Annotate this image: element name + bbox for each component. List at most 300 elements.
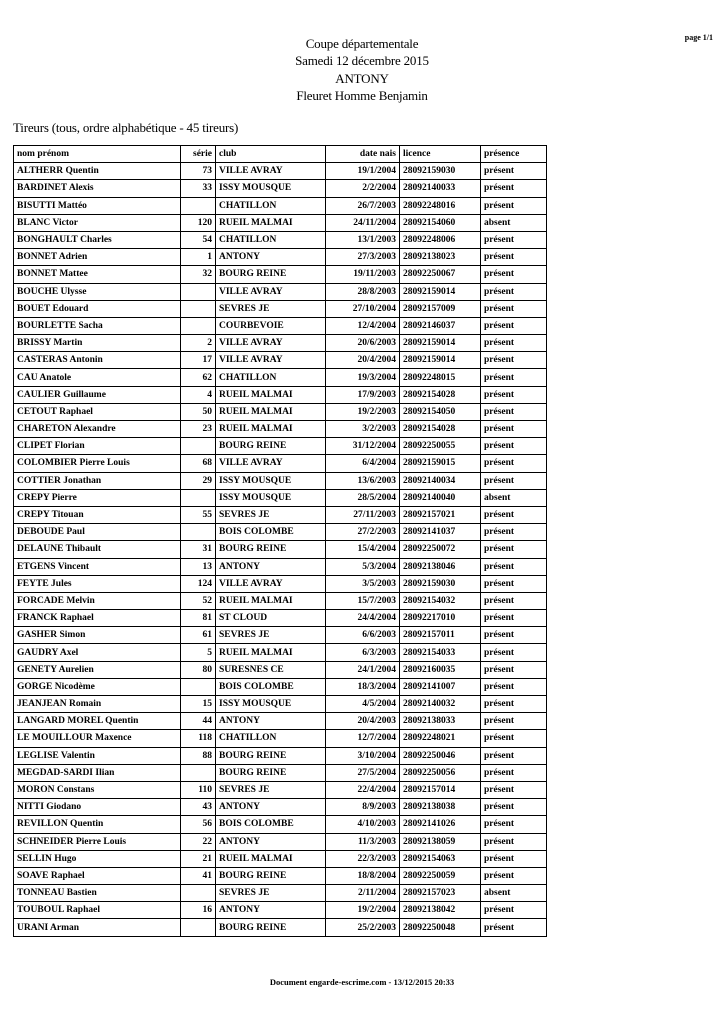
table-row — [14, 283, 547, 300]
cell-club: ST CLOUD — [216, 610, 326, 627]
competition-category: Fleuret Homme Benjamin — [296, 87, 428, 103]
cell-presence: présent — [481, 335, 547, 352]
table-row — [14, 214, 547, 231]
cell-licence: 28092138059 — [400, 833, 481, 850]
cell-serie: 15 — [181, 696, 216, 713]
cell-name: BISUTTI Mattéo — [14, 197, 181, 214]
cell-club: ISSY MOUSQUE — [216, 180, 326, 197]
cell-licence: 28092154028 — [400, 386, 481, 403]
cell-club: BOURG REINE — [216, 747, 326, 764]
cell-presence: présent — [481, 283, 547, 300]
cell-serie — [181, 764, 216, 781]
cell-serie — [181, 885, 216, 902]
cell-birthdate: 5/3/2004 — [326, 558, 400, 575]
cell-name: SELLIN Hugo — [14, 850, 181, 867]
cell-name: BOURLETTE Sacha — [14, 317, 181, 334]
cell-presence: présent — [481, 300, 547, 317]
cell-licence: 28092140032 — [400, 696, 481, 713]
table-row — [14, 231, 547, 248]
cell-serie: 23 — [181, 421, 216, 438]
cell-licence: 28092140033 — [400, 180, 481, 197]
cell-serie — [181, 197, 216, 214]
table-row — [14, 369, 547, 386]
cell-serie — [181, 678, 216, 695]
cell-name: LEGLISE Valentin — [14, 747, 181, 764]
cell-birthdate: 17/9/2003 — [326, 386, 400, 403]
cell-club: BOIS COLOMBE — [216, 524, 326, 541]
cell-serie: 16 — [181, 902, 216, 919]
cell-serie: 52 — [181, 592, 216, 609]
table-row — [14, 524, 547, 541]
cell-birthdate: 31/12/2004 — [326, 438, 400, 455]
cell-name: GAUDRY Axel — [14, 644, 181, 661]
table-row — [14, 300, 547, 317]
cell-name: FRANCK Raphael — [14, 610, 181, 627]
cell-birthdate: 27/11/2003 — [326, 506, 400, 523]
cell-licence: 28092138038 — [400, 799, 481, 816]
cell-birthdate: 4/10/2003 — [326, 816, 400, 833]
cell-name: TONNEAU Bastien — [14, 885, 181, 902]
cell-serie: 80 — [181, 661, 216, 678]
cell-presence: présent — [481, 747, 547, 764]
cell-name: CREPY Titouan — [14, 506, 181, 523]
cell-name: URANI Arman — [14, 919, 181, 936]
cell-club: ANTONY — [216, 713, 326, 730]
cell-presence: présent — [481, 421, 547, 438]
cell-name: SOAVE Raphael — [14, 867, 181, 884]
cell-club: BOURG REINE — [216, 764, 326, 781]
cell-birthdate: 15/7/2003 — [326, 592, 400, 609]
cell-name: CAULIER Guillaume — [14, 386, 181, 403]
cell-presence: présent — [481, 833, 547, 850]
cell-birthdate: 27/10/2004 — [326, 300, 400, 317]
cell-presence: présent — [481, 541, 547, 558]
cell-licence: 28092157014 — [400, 781, 481, 798]
cell-name: COTTIER Jonathan — [14, 472, 181, 489]
table-row — [14, 266, 547, 283]
cell-licence: 28092248016 — [400, 197, 481, 214]
cell-club: VILLE AVRAY — [216, 335, 326, 352]
cell-presence: présent — [481, 575, 547, 592]
cell-licence: 28092140034 — [400, 472, 481, 489]
document-footer: Document engarde-escrime.com - 13/12/2015 20:33 — [269, 977, 455, 987]
cell-presence: présent — [481, 249, 547, 266]
table-row — [14, 781, 547, 798]
cell-club: RUEIL MALMAI — [216, 644, 326, 661]
cell-serie: 88 — [181, 747, 216, 764]
table-row — [14, 455, 547, 472]
cell-club: ISSY MOUSQUE — [216, 696, 326, 713]
cell-club: COURBEVOIE — [216, 317, 326, 334]
cell-serie: 21 — [181, 850, 216, 867]
cell-club: BOURG REINE — [216, 919, 326, 936]
cell-licence: 28092159030 — [400, 575, 481, 592]
table-row — [14, 747, 547, 764]
table-row — [14, 833, 547, 850]
cell-presence: présent — [481, 678, 547, 695]
cell-serie: 50 — [181, 403, 216, 420]
cell-club: SURESNES CE — [216, 661, 326, 678]
cell-licence: 28092159015 — [400, 455, 481, 472]
table-row — [14, 799, 547, 816]
cell-birthdate: 15/4/2004 — [326, 541, 400, 558]
cell-name: BONGHAULT Charles — [14, 231, 181, 248]
cell-birthdate: 3/10/2004 — [326, 747, 400, 764]
table-row — [14, 180, 547, 197]
cell-club: CHATILLON — [216, 369, 326, 386]
cell-birthdate: 19/3/2004 — [326, 369, 400, 386]
cell-name: REVILLON Quentin — [14, 816, 181, 833]
cell-birthdate: 6/4/2004 — [326, 455, 400, 472]
cell-presence: présent — [481, 610, 547, 627]
cell-serie: 29 — [181, 472, 216, 489]
cell-presence: présent — [481, 317, 547, 334]
cell-name: CLIPET Florian — [14, 438, 181, 455]
cell-licence: 28092157009 — [400, 300, 481, 317]
cell-birthdate: 13/6/2003 — [326, 472, 400, 489]
cell-birthdate: 25/2/2003 — [326, 919, 400, 936]
cell-name: GORGE Nicodème — [14, 678, 181, 695]
cell-club: RUEIL MALMAI — [216, 421, 326, 438]
cell-birthdate: 20/4/2003 — [326, 713, 400, 730]
cell-name: GENETY Aurelien — [14, 661, 181, 678]
table-row — [14, 592, 547, 609]
cell-licence: 28092250055 — [400, 438, 481, 455]
cell-club: RUEIL MALMAI — [216, 403, 326, 420]
cell-birthdate: 24/11/2004 — [326, 214, 400, 231]
cell-birthdate: 27/5/2004 — [326, 764, 400, 781]
cell-name: NITTI Giodano — [14, 799, 181, 816]
cell-birthdate: 11/3/2003 — [326, 833, 400, 850]
cell-name: BARDINET Alexis — [14, 180, 181, 197]
cell-birthdate: 6/3/2003 — [326, 644, 400, 661]
cell-licence: 28092138046 — [400, 558, 481, 575]
cell-club: BOIS COLOMBE — [216, 816, 326, 833]
cell-licence: 28092250067 — [400, 266, 481, 283]
cell-club: BOURG REINE — [216, 541, 326, 558]
cell-presence: présent — [481, 266, 547, 283]
cell-presence: absent — [481, 885, 547, 902]
header-presence: présence — [481, 146, 547, 163]
cell-club: ISSY MOUSQUE — [216, 489, 326, 506]
table-header-row — [14, 146, 547, 163]
table-row — [14, 403, 547, 420]
cell-presence: présent — [481, 369, 547, 386]
table-row — [14, 421, 547, 438]
competition-title: Coupe départementale — [305, 36, 419, 51]
cell-birthdate: 3/5/2003 — [326, 575, 400, 592]
cell-licence: 28092159014 — [400, 352, 481, 369]
cell-name: MEGDAD-SARDI Ilian — [14, 764, 181, 781]
cell-name: GASHER Simon — [14, 627, 181, 644]
table-row — [14, 713, 547, 730]
cell-presence: présent — [481, 438, 547, 455]
cell-serie: 56 — [181, 816, 216, 833]
table-row — [14, 885, 547, 902]
cell-serie — [181, 438, 216, 455]
cell-licence: 28092154028 — [400, 421, 481, 438]
cell-serie: 43 — [181, 799, 216, 816]
cell-licence: 28092159014 — [400, 283, 481, 300]
cell-birthdate: 18/3/2004 — [326, 678, 400, 695]
cell-club: VILLE AVRAY — [216, 352, 326, 369]
cell-licence: 28092154050 — [400, 403, 481, 420]
cell-club: VILLE AVRAY — [216, 283, 326, 300]
cell-club: SEVRES JE — [216, 885, 326, 902]
cell-licence: 28092250046 — [400, 747, 481, 764]
cell-licence: 28092159030 — [400, 163, 481, 180]
cell-licence: 28092138023 — [400, 249, 481, 266]
cell-presence: présent — [481, 816, 547, 833]
cell-birthdate: 27/3/2003 — [326, 249, 400, 266]
cell-name: BONNET Adrien — [14, 249, 181, 266]
cell-serie: 32 — [181, 266, 216, 283]
cell-serie: 118 — [181, 730, 216, 747]
table-row — [14, 610, 547, 627]
cell-serie: 55 — [181, 506, 216, 523]
cell-presence: présent — [481, 764, 547, 781]
cell-club: ANTONY — [216, 902, 326, 919]
cell-licence: 28092250072 — [400, 541, 481, 558]
cell-serie — [181, 919, 216, 936]
cell-club: SEVRES JE — [216, 506, 326, 523]
header-birthdate: date nais — [326, 146, 400, 163]
cell-club: RUEIL MALMAI — [216, 386, 326, 403]
cell-serie — [181, 317, 216, 334]
cell-birthdate: 18/8/2004 — [326, 867, 400, 884]
cell-name: BLANC Victor — [14, 214, 181, 231]
table-row — [14, 472, 547, 489]
cell-serie: 81 — [181, 610, 216, 627]
cell-name: BONNET Mattee — [14, 266, 181, 283]
table-row — [14, 816, 547, 833]
cell-club: CHATILLON — [216, 730, 326, 747]
cell-name: LE MOUILLOUR Maxence — [14, 730, 181, 747]
cell-serie: 2 — [181, 335, 216, 352]
table-row — [14, 506, 547, 523]
cell-licence: 28092141026 — [400, 816, 481, 833]
cell-presence: présent — [481, 867, 547, 884]
cell-licence: 28092140040 — [400, 489, 481, 506]
cell-club: RUEIL MALMAI — [216, 592, 326, 609]
cell-serie: 22 — [181, 833, 216, 850]
table-row — [14, 352, 547, 369]
table-row — [14, 541, 547, 558]
cell-serie: 68 — [181, 455, 216, 472]
cell-name: MORON Constans — [14, 781, 181, 798]
cell-serie: 73 — [181, 163, 216, 180]
cell-licence: 28092217010 — [400, 610, 481, 627]
table-row — [14, 163, 547, 180]
cell-presence: présent — [481, 850, 547, 867]
cell-birthdate: 19/1/2004 — [326, 163, 400, 180]
cell-licence: 28092138033 — [400, 713, 481, 730]
cell-licence: 28092159014 — [400, 335, 481, 352]
cell-name: FORCADE Melvin — [14, 592, 181, 609]
cell-birthdate: 13/1/2003 — [326, 231, 400, 248]
table-row — [14, 850, 547, 867]
cell-licence: 28092154060 — [400, 214, 481, 231]
cell-club: BOURG REINE — [216, 438, 326, 455]
cell-club: ISSY MOUSQUE — [216, 472, 326, 489]
cell-presence: présent — [481, 592, 547, 609]
cell-club: SEVRES JE — [216, 781, 326, 798]
cell-club: ANTONY — [216, 558, 326, 575]
cell-club: VILLE AVRAY — [216, 163, 326, 180]
cell-name: BOUCHE Ulysse — [14, 283, 181, 300]
cell-name: BRISSY Martin — [14, 335, 181, 352]
cell-club: BOURG REINE — [216, 867, 326, 884]
cell-serie: 1 — [181, 249, 216, 266]
table-row — [14, 627, 547, 644]
table-row — [14, 644, 547, 661]
cell-presence: présent — [481, 231, 547, 248]
cell-presence: présent — [481, 180, 547, 197]
cell-serie — [181, 524, 216, 541]
cell-club: SEVRES JE — [216, 300, 326, 317]
cell-serie: 33 — [181, 180, 216, 197]
cell-serie: 54 — [181, 231, 216, 248]
cell-club: VILLE AVRAY — [216, 455, 326, 472]
cell-club: CHATILLON — [216, 197, 326, 214]
table-row — [14, 764, 547, 781]
cell-licence: 28092250048 — [400, 919, 481, 936]
cell-birthdate: 24/4/2004 — [326, 610, 400, 627]
cell-birthdate: 6/6/2003 — [326, 627, 400, 644]
cell-presence: présent — [481, 919, 547, 936]
cell-name: ALTHERR Quentin — [14, 163, 181, 180]
list-subtitle: Tireurs (tous, ordre alphabétique - 45 tireurs) — [13, 120, 239, 135]
table-row — [14, 438, 547, 455]
cell-presence: présent — [481, 506, 547, 523]
table-row — [14, 558, 547, 575]
cell-presence: présent — [481, 403, 547, 420]
cell-birthdate: 26/7/2003 — [326, 197, 400, 214]
table-row — [14, 902, 547, 919]
cell-serie: 120 — [181, 214, 216, 231]
cell-presence: présent — [481, 696, 547, 713]
cell-licence: 28092160035 — [400, 661, 481, 678]
cell-name: COLOMBIER Pierre Louis — [14, 455, 181, 472]
cell-birthdate: 27/2/2003 — [326, 524, 400, 541]
table-row — [14, 197, 547, 214]
cell-presence: présent — [481, 524, 547, 541]
cell-birthdate: 19/2/2004 — [326, 902, 400, 919]
cell-serie: 62 — [181, 369, 216, 386]
cell-licence: 28092154033 — [400, 644, 481, 661]
cell-serie: 110 — [181, 781, 216, 798]
cell-serie: 124 — [181, 575, 216, 592]
cell-club: CHATILLON — [216, 231, 326, 248]
cell-birthdate: 12/4/2004 — [326, 317, 400, 334]
cell-birthdate: 2/2/2004 — [326, 180, 400, 197]
cell-birthdate: 19/2/2003 — [326, 403, 400, 420]
cell-licence: 28092146037 — [400, 317, 481, 334]
table-row — [14, 317, 547, 334]
cell-licence: 28092154032 — [400, 592, 481, 609]
cell-name: ETGENS Vincent — [14, 558, 181, 575]
cell-birthdate: 28/8/2003 — [326, 283, 400, 300]
cell-birthdate: 20/6/2003 — [326, 335, 400, 352]
cell-licence: 28092138042 — [400, 902, 481, 919]
cell-birthdate: 4/5/2004 — [326, 696, 400, 713]
cell-serie — [181, 300, 216, 317]
cell-licence: 28092250056 — [400, 764, 481, 781]
cell-serie: 17 — [181, 352, 216, 369]
cell-licence: 28092250059 — [400, 867, 481, 884]
cell-club: RUEIL MALMAI — [216, 850, 326, 867]
cell-birthdate: 8/9/2003 — [326, 799, 400, 816]
cell-club: BOIS COLOMBE — [216, 678, 326, 695]
cell-licence: 28092154063 — [400, 850, 481, 867]
cell-licence: 28092248015 — [400, 369, 481, 386]
cell-name: TOUBOUL Raphael — [14, 902, 181, 919]
table-row — [14, 867, 547, 884]
header-club: club — [216, 146, 326, 163]
cell-club: ANTONY — [216, 799, 326, 816]
cell-licence: 28092157023 — [400, 885, 481, 902]
cell-presence: présent — [481, 163, 547, 180]
cell-licence: 28092141037 — [400, 524, 481, 541]
cell-name: SCHNEIDER Pierre Louis — [14, 833, 181, 850]
competition-date: Samedi 12 décembre 2015 — [295, 53, 429, 69]
table-row — [14, 575, 547, 592]
fencers-table — [13, 145, 547, 937]
cell-birthdate: 12/7/2004 — [326, 730, 400, 747]
cell-name: CASTERAS Antonin — [14, 352, 181, 369]
table-row — [14, 335, 547, 352]
header-name: nom prénom — [14, 146, 181, 163]
cell-name: CHARETON Alexandre — [14, 421, 181, 438]
cell-birthdate: 22/3/2003 — [326, 850, 400, 867]
cell-serie: 4 — [181, 386, 216, 403]
cell-serie: 5 — [181, 644, 216, 661]
cell-serie: 61 — [181, 627, 216, 644]
cell-serie — [181, 283, 216, 300]
cell-presence: présent — [481, 661, 547, 678]
cell-presence: présent — [481, 627, 547, 644]
table-row — [14, 249, 547, 266]
cell-name: FEYTE Jules — [14, 575, 181, 592]
cell-licence: 28092248021 — [400, 730, 481, 747]
cell-serie: 41 — [181, 867, 216, 884]
header-serie: série — [181, 146, 216, 163]
cell-serie — [181, 489, 216, 506]
cell-birthdate: 22/4/2004 — [326, 781, 400, 798]
cell-birthdate: 24/1/2004 — [326, 661, 400, 678]
cell-presence: absent — [481, 214, 547, 231]
cell-presence: présent — [481, 713, 547, 730]
cell-name: CREPY Pierre — [14, 489, 181, 506]
page-number: page 1/1 — [684, 33, 713, 42]
table-row — [14, 386, 547, 403]
cell-presence: présent — [481, 799, 547, 816]
table-row — [14, 696, 547, 713]
cell-serie: 31 — [181, 541, 216, 558]
cell-licence: 28092157021 — [400, 506, 481, 523]
table-row — [14, 678, 547, 695]
cell-name: BOUET Edouard — [14, 300, 181, 317]
cell-licence: 28092248006 — [400, 231, 481, 248]
cell-name: CETOUT Raphael — [14, 403, 181, 420]
cell-presence: présent — [481, 781, 547, 798]
cell-club: SEVRES JE — [216, 627, 326, 644]
cell-club: ANTONY — [216, 249, 326, 266]
cell-birthdate: 3/2/2003 — [326, 421, 400, 438]
cell-licence: 28092141007 — [400, 678, 481, 695]
cell-birthdate: 2/11/2004 — [326, 885, 400, 902]
cell-club: VILLE AVRAY — [216, 575, 326, 592]
